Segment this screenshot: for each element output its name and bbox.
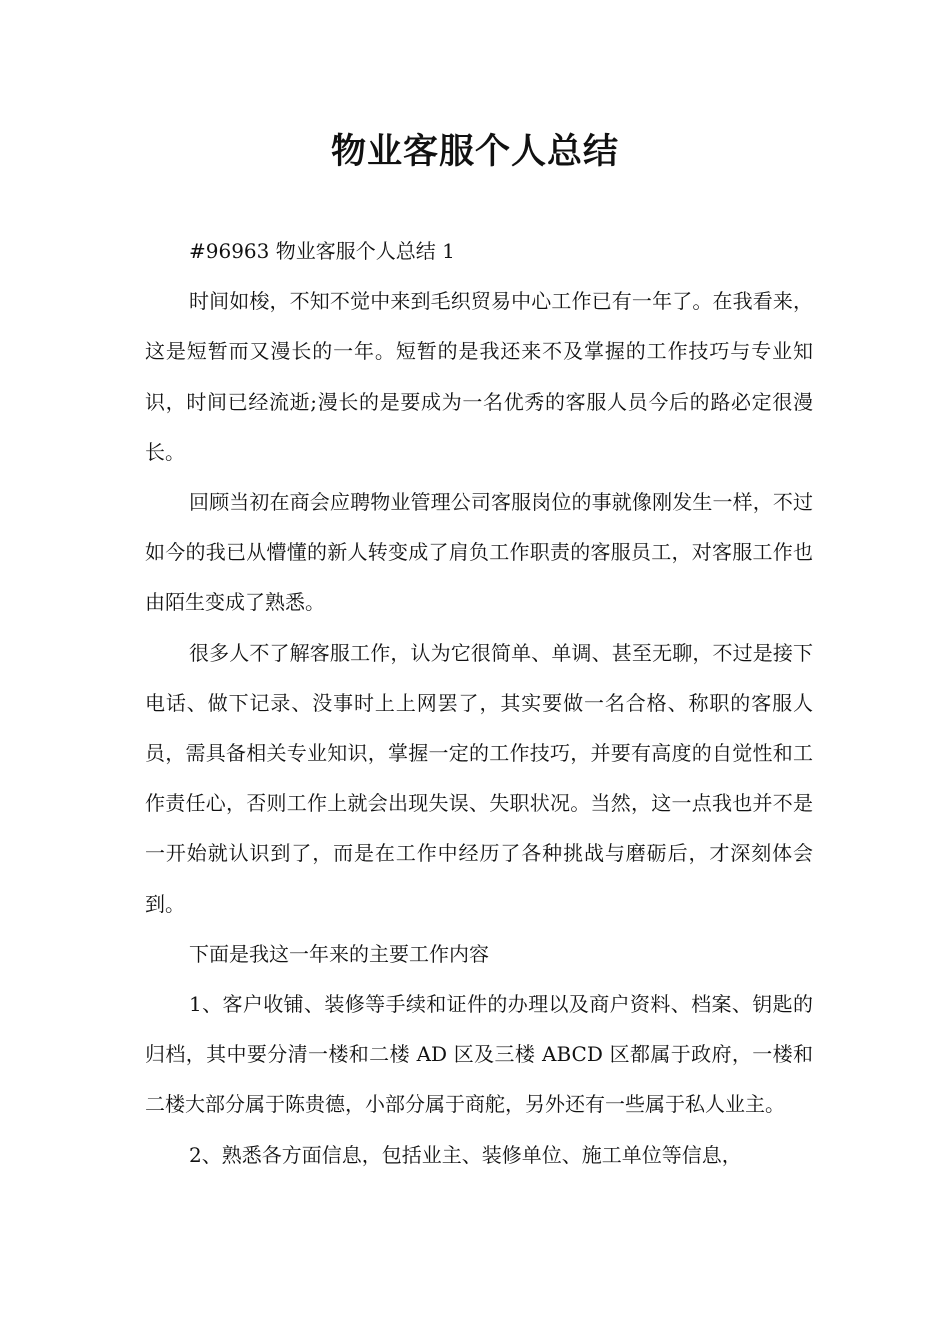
document-title: 物业客服个人总结 — [330, 131, 619, 172]
document-body — [145, 226, 813, 1180]
paragraph: 回顾当初在商会应聘物业管理公司客服岗位的事就像刚发生一样，不过如今的我已从懵懂的新人转变成了肩负工作职责的客服员工，对客服工作也由陌生变成了熟悉。 — [145, 490, 813, 615]
paragraph-heading: #96963 物业客服个人总结 1 — [189, 239, 455, 263]
paragraph: 2、熟悉各方面信息，包括业主、装修单位、施工单位等信息， — [189, 1142, 742, 1167]
paragraph: 下面是我这一年来的主要工作内容 — [189, 941, 489, 966]
paragraph: 时间如梭，不知不觉中来到毛织贸易中心工作已有一年了。在我看来，这是短暂而又漫长的一年。短暂的是我还来不及掌握的工作技巧与专业知识，时间已经流逝;漫长的是要成为一名优秀的客服人员今后的路必定很漫长。 — [145, 289, 813, 464]
paragraph: 1、客户收铺、装修等手续和证件的办理以及商户资料、档案、钥匙的归档，其中要分清一楼和二楼 AD 区及三楼 ABCD 区都属于政府，一楼和二楼大部分属于陈贵德，小部分属于商舵，另外还有一些属于私人业主。 — [145, 992, 813, 1117]
paragraph: 很多人不了解客服工作，认为它很简单、单调、甚至无聊，不过是接下电话、做下记录、没事时上上网罢了，其实要做一名合格、称职的客服人员，需具备相关专业知识，掌握一定的工作技巧，并要有高度的自觉性和工作责任心，否则工作上就会出现失误、失职状况。当然，这一点我也并不是一开始就认识到了，而是在工作中经历了各种挑战与磨砺后，才深刻体会到。 — [145, 640, 813, 916]
